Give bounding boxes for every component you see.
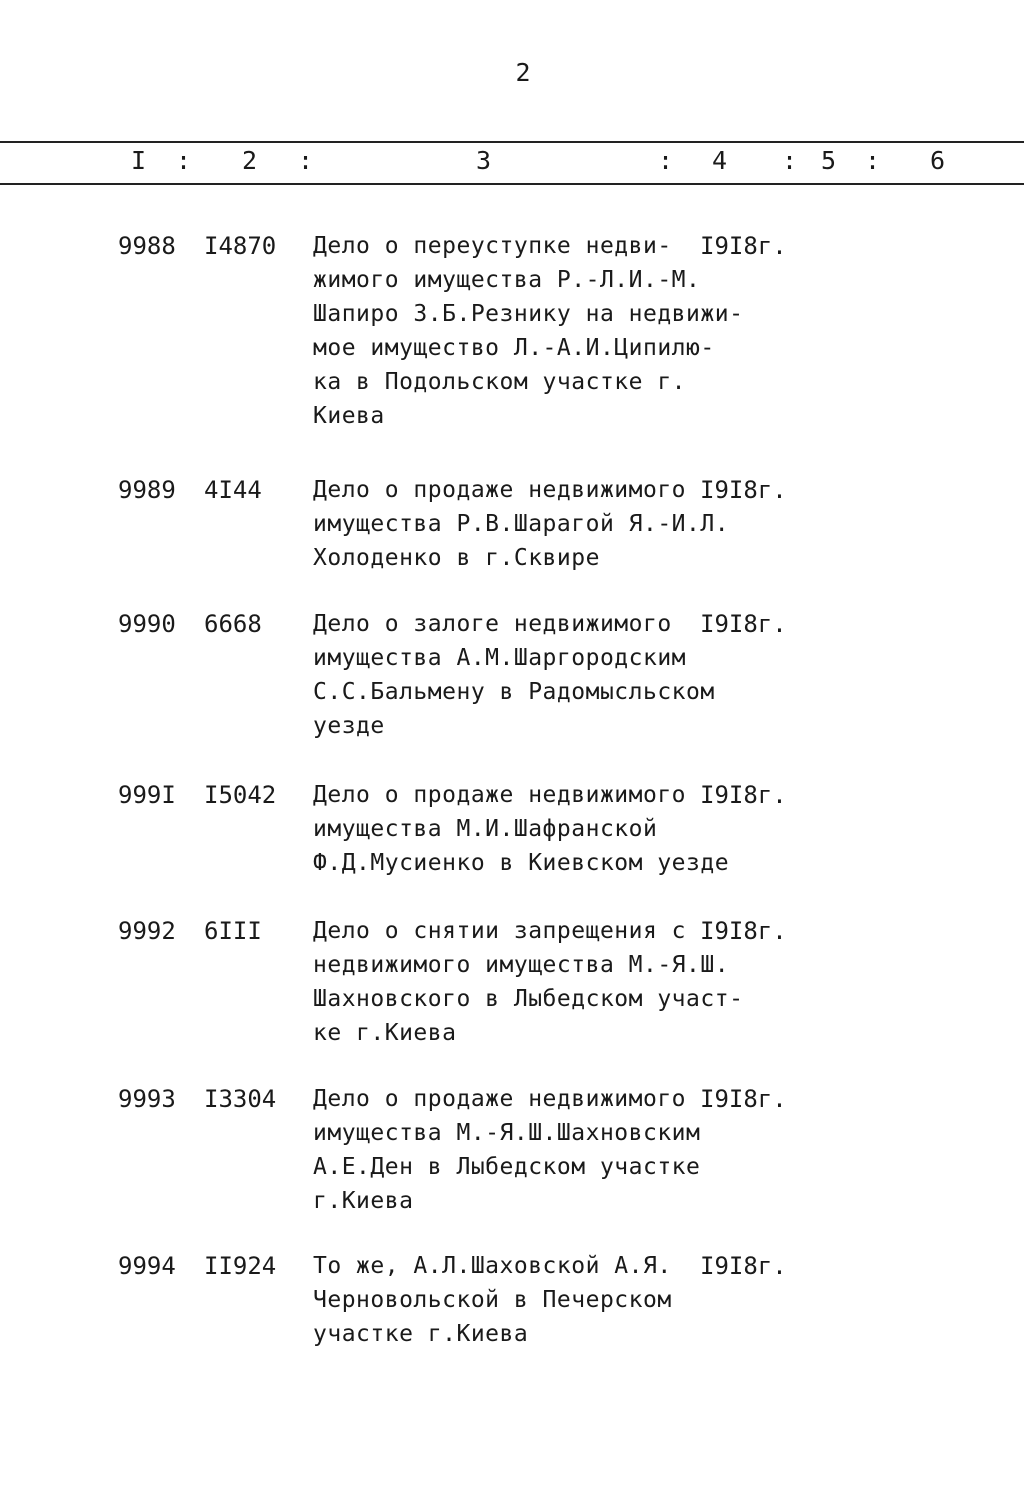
record-year: I9I8г. — [700, 232, 787, 260]
description-line: имущества Р.В.Шарагой Я.-И.Л. — [313, 511, 730, 537]
column-separator: : — [176, 146, 192, 175]
record-year: I9I8г. — [700, 476, 787, 504]
record-year: I9I8г. — [700, 1252, 787, 1280]
record-year: I9I8г. — [700, 781, 787, 809]
record-number: 999I — [118, 781, 176, 809]
record-code: I5042 — [204, 781, 277, 809]
description-line: участке г.Киева — [313, 1321, 529, 1347]
page-number: 2 — [515, 58, 531, 87]
column-separator: : — [658, 146, 674, 175]
record-number: 9994 — [118, 1252, 176, 1280]
record-description — [313, 607, 733, 743]
description-line: Дело о залоге недвижимого — [313, 611, 672, 637]
description-line: мое имущество Л.-А.И.Ципилю- — [313, 335, 715, 361]
description-line: Дело о снятии запрещения с — [313, 918, 687, 944]
description-line: жимого имущества Р.-Л.И.-М. — [313, 267, 701, 293]
column-header-3: 3 — [476, 146, 492, 175]
description-line: Дело о продаже недвижимого — [313, 477, 687, 503]
record-code: I3304 — [204, 1085, 277, 1113]
description-line: уезде — [313, 713, 385, 739]
record-number: 9990 — [118, 610, 176, 638]
description-line: Шапиро З.Б.Резнику на недвижи- — [313, 301, 744, 327]
record-number: 9993 — [118, 1085, 176, 1113]
description-line: А.Е.Ден в Лыбедском участке — [313, 1154, 701, 1180]
description-line: ке г.Киева — [313, 1020, 457, 1046]
description-line: Шахновского в Лыбедском участ- — [313, 986, 744, 1012]
description-line: имущества М.И.Шафранской — [313, 816, 658, 842]
record-description — [313, 473, 733, 575]
description-line: С.С.Бальмену в Радомысльском — [313, 679, 715, 705]
record-description — [313, 1249, 733, 1351]
description-line: Ф.Д.Мусиенко в Киевском уезде — [313, 850, 730, 876]
description-line: имущества М.-Я.Ш.Шахновским — [313, 1120, 701, 1146]
record-description — [313, 778, 733, 880]
header-top-rule — [0, 141, 1024, 143]
description-line: Черновольской в Печерском — [313, 1287, 672, 1313]
record-code: 6III — [204, 917, 262, 945]
description-line: То же, А.Л.Шаховской А.Я. — [313, 1253, 672, 1279]
record-code: 4I44 — [204, 476, 262, 504]
description-line: недвижимого имущества М.-Я.Ш. — [313, 952, 730, 978]
record-year: I9I8г. — [700, 1085, 787, 1113]
column-separator: : — [782, 146, 798, 175]
column-header-6: 6 — [930, 146, 946, 175]
record-description — [313, 1082, 733, 1218]
description-line: Дело о продаже недвижимого — [313, 782, 687, 808]
record-number: 9992 — [118, 917, 176, 945]
description-line: г.Киева — [313, 1188, 414, 1214]
record-number: 9989 — [118, 476, 176, 504]
description-line: ка в Подольском участке г. — [313, 369, 687, 395]
record-code: I4870 — [204, 232, 277, 260]
record-number: 9988 — [118, 232, 176, 260]
description-line: Холоденко в г.Сквире — [313, 545, 600, 571]
description-line: имущества А.М.Шаргородским — [313, 645, 687, 671]
column-header-1: I — [131, 146, 147, 175]
column-header-4: 4 — [712, 146, 728, 175]
column-header-5: 5 — [821, 146, 837, 175]
record-code: 6668 — [204, 610, 262, 638]
column-separator: : — [298, 146, 314, 175]
column-separator: : — [865, 146, 881, 175]
record-year: I9I8г. — [700, 610, 787, 638]
record-code: II924 — [204, 1252, 277, 1280]
description-line: Дело о переуступке недви- — [313, 233, 672, 259]
record-year: I9I8г. — [700, 917, 787, 945]
description-line: Дело о продаже недвижимого — [313, 1086, 687, 1112]
column-header-2: 2 — [242, 146, 258, 175]
description-line: Киева — [313, 403, 385, 429]
header-bottom-rule — [0, 183, 1024, 185]
